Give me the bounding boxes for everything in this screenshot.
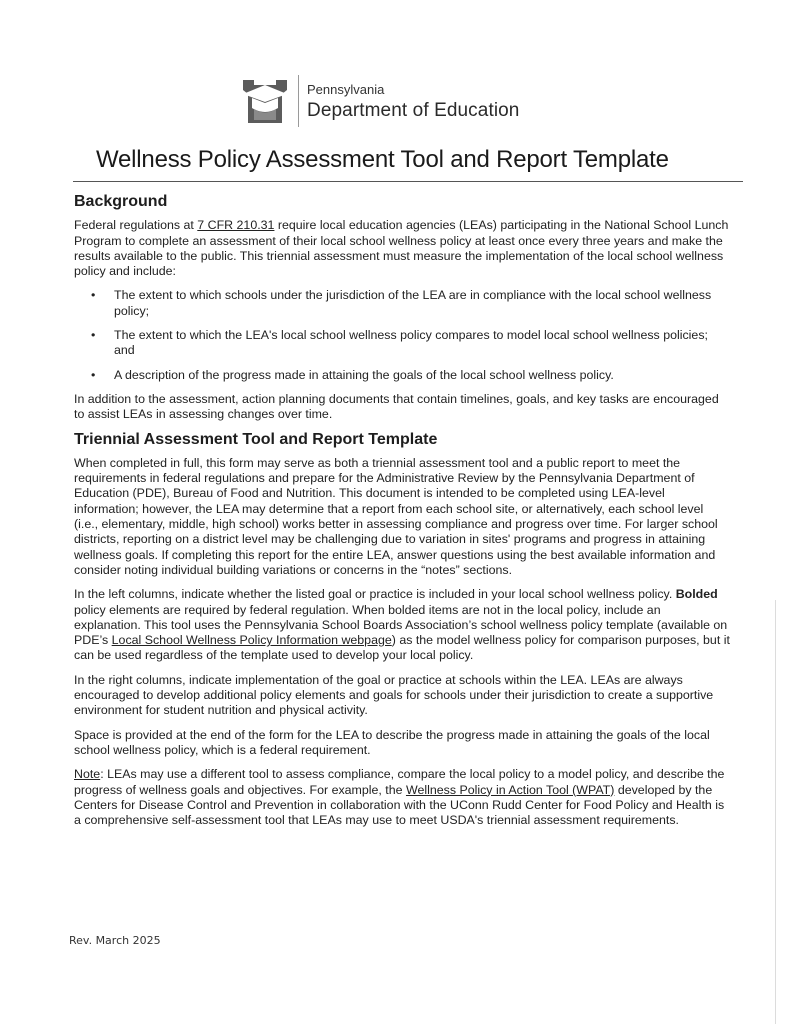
triennial-paragraph-1: When completed in full, this form may serve as both a triennial assessment tool and a public report to meet the requirements in federal regulations and prepare for the Administrative Review by the Pennsylvania Department of Education (PDE), Bureau of Food and Nutrition. This document is intended to be completed using LEA-level information; however, the LEA may determine that a report from each school site, or alternatively, each school level (i.e., elementary, middle, high school) works better in assessing compliance and progress over time. For larger school districts, reporting on a district level may be challenging due to variation in sites' programs and progress in attaining wellness goals. If completing this report for the entire LEA, answer questions using the best available information and consider noting individual building variations or concerns in the “notes” sections.	[74, 455, 718, 577]
bolded-term: Bolded	[675, 587, 718, 602]
cfr-link[interactable]: 7 CFR 210.31	[197, 218, 275, 233]
pde-logo	[240, 73, 519, 129]
list-item: • The extent to which the LEA's local school wellness policy compares to model local school wellness policies; and	[91, 328, 708, 358]
document-title: Wellness Policy Assessment Tool and Report Template	[96, 146, 669, 173]
revision-date: Rev. March 2025	[69, 934, 161, 947]
bullet-icon: •	[91, 328, 96, 343]
logo-state-name: Pennsylvania	[307, 81, 385, 97]
note-paragraph: Note: LEAs may use a different tool to assess compliance, compare the local policy to a model policy, and describe the progress of wellness goals and objectives. For example, the Wellness Policy in Action Tool (WPAT) developed by the Centers for Disease Control and Prevention in collaboration with the UConn Rudd Center for Food Policy and Health is a comprehensive self-assessment tool that LEAs may use to meet USDA's triennial assessment requirements.	[74, 767, 725, 828]
bullet-icon: •	[91, 367, 96, 382]
title-divider	[73, 181, 743, 182]
requirements-list	[74, 288, 730, 382]
document-body	[74, 190, 730, 837]
logo-divider	[298, 75, 299, 127]
note-label: Note	[74, 767, 101, 782]
list-item: • A description of the progress made in attaining the goals of the local school wellness policy.	[91, 367, 614, 382]
logo-department-name: Department of Education	[307, 99, 520, 121]
background-heading: Background	[74, 193, 168, 210]
scan-edge-line	[775, 600, 776, 1024]
wpat-link[interactable]: Wellness Policy in Action Tool (WPAT)	[405, 782, 615, 797]
keystone-graduation-cap-icon	[240, 76, 290, 126]
triennial-paragraph-2: In the left columns, indicate whether the listed goal or practice is included in your local school wellness policy. Bolded policy elements are required by federal regulation. When bolded items are not in the local policy, include an explanation. This tool uses the Pennsylvania School Boards Association’s school wellness policy template (available on PDE’s Local School Wellness Policy Information webpage) as the model wellness policy for comparison purposes, but it can be used regardless of the template used to develop your local policy.	[74, 587, 730, 663]
background-closing: In addition to the assessment, action planning documents that contain timelines, goals, and key tasks are encouraged to assist LEAs in assessing changes over time.	[74, 391, 719, 422]
bullet-icon: •	[91, 288, 96, 303]
triennial-heading: Triennial Assessment Tool and Report Template	[74, 430, 438, 448]
wellness-policy-webpage-link[interactable]: Local School Wellness Policy Information webpage	[111, 633, 392, 648]
triennial-paragraph-3: In the right columns, indicate implementation of the goal or practice at schools within the LEA. LEAs are always encouraged to develop additional policy elements and goals for schools under their jurisdiction to create a supportive environment for student nutrition and physical activity.	[74, 672, 714, 718]
triennial-paragraph-4: Space is provided at the end of the form for the LEA to describe the progress made in attaining the goals of the local school wellness policy, which is a federal requirement.	[74, 727, 710, 757]
background-intro: Federal regulations at 7 CFR 210.31 require local education agencies (LEAs) participating in the National School Lunch Program to complete an assessment of their local school wellness policy at least once every three years and make the results available to the public. This triennial assessment must measure the implementation of the local school wellness policy and include:	[74, 218, 729, 279]
list-item: • The extent to which schools under the jurisdiction of the LEA are in compliance with the local school wellness policy;	[91, 288, 712, 318]
